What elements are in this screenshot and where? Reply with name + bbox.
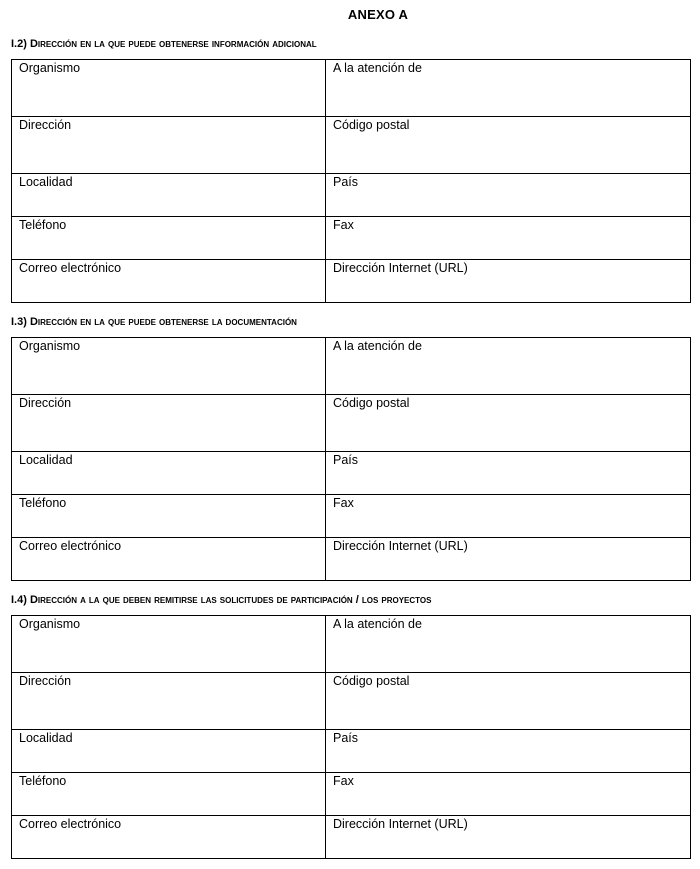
field-a-la-atencion-de[interactable]: A la atención de [326,338,691,395]
table-row [12,673,691,730]
section-number: I.4) [11,594,27,606]
field-direccion[interactable]: Dirección [12,395,326,452]
field-direccion[interactable]: Dirección [12,673,326,730]
table-row [12,773,691,816]
field-codigo-postal[interactable]: Código postal [326,673,691,730]
table-row [12,260,691,303]
table-row [12,616,691,673]
field-telefono[interactable]: Teléfono [12,773,326,816]
section-heading-i3 [11,316,297,328]
field-localidad[interactable]: Localidad [12,174,326,217]
field-direccion-internet[interactable]: Dirección Internet (URL) [326,816,691,859]
field-fax[interactable]: Fax [326,495,691,538]
field-correo-electronico[interactable]: Correo electrónico [12,816,326,859]
field-correo-electronico[interactable]: Correo electrónico [12,538,326,581]
field-fax[interactable]: Fax [326,773,691,816]
field-pais[interactable]: País [326,730,691,773]
field-telefono[interactable]: Teléfono [12,217,326,260]
field-organismo[interactable]: Organismo [12,616,326,673]
table-row [12,816,691,859]
table-row [12,395,691,452]
field-organismo[interactable]: Organismo [12,60,326,117]
field-a-la-atencion-de[interactable]: A la atención de [326,616,691,673]
section-heading-i4 [11,594,431,606]
field-pais[interactable]: País [326,174,691,217]
section-heading-i2 [11,38,317,50]
table-row [12,174,691,217]
address-table-i2 [11,59,691,303]
table-row [12,730,691,773]
field-codigo-postal[interactable]: Código postal [326,395,691,452]
field-correo-electronico[interactable]: Correo electrónico [12,260,326,303]
section-title: Dirección a la que deben remitirse las solicitudes de participación / los proyectos [29,594,432,606]
field-telefono[interactable]: Teléfono [12,495,326,538]
field-direccion[interactable]: Dirección [12,117,326,174]
address-table-i4 [11,615,691,859]
section-title: Dirección en la que puede obtenerse información adicional [29,38,317,50]
document-title: ANEXO A [347,7,409,22]
address-table-i3 [11,337,691,581]
table-row [12,452,691,495]
section-number: I.3) [11,316,27,328]
table-row [12,60,691,117]
table-row [12,217,691,260]
field-direccion-internet[interactable]: Dirección Internet (URL) [326,538,691,581]
section-title: Dirección en la que puede obtenerse la documentación [29,316,297,328]
field-direccion-internet[interactable]: Dirección Internet (URL) [326,260,691,303]
table-row [12,495,691,538]
table-row [12,338,691,395]
table-row [12,538,691,581]
field-a-la-atencion-de[interactable]: A la atención de [326,60,691,117]
field-pais[interactable]: País [326,452,691,495]
table-row [12,117,691,174]
field-organismo[interactable]: Organismo [12,338,326,395]
field-localidad[interactable]: Localidad [12,730,326,773]
field-localidad[interactable]: Localidad [12,452,326,495]
field-codigo-postal[interactable]: Código postal [326,117,691,174]
field-fax[interactable]: Fax [326,217,691,260]
section-number: I.2) [11,38,27,50]
